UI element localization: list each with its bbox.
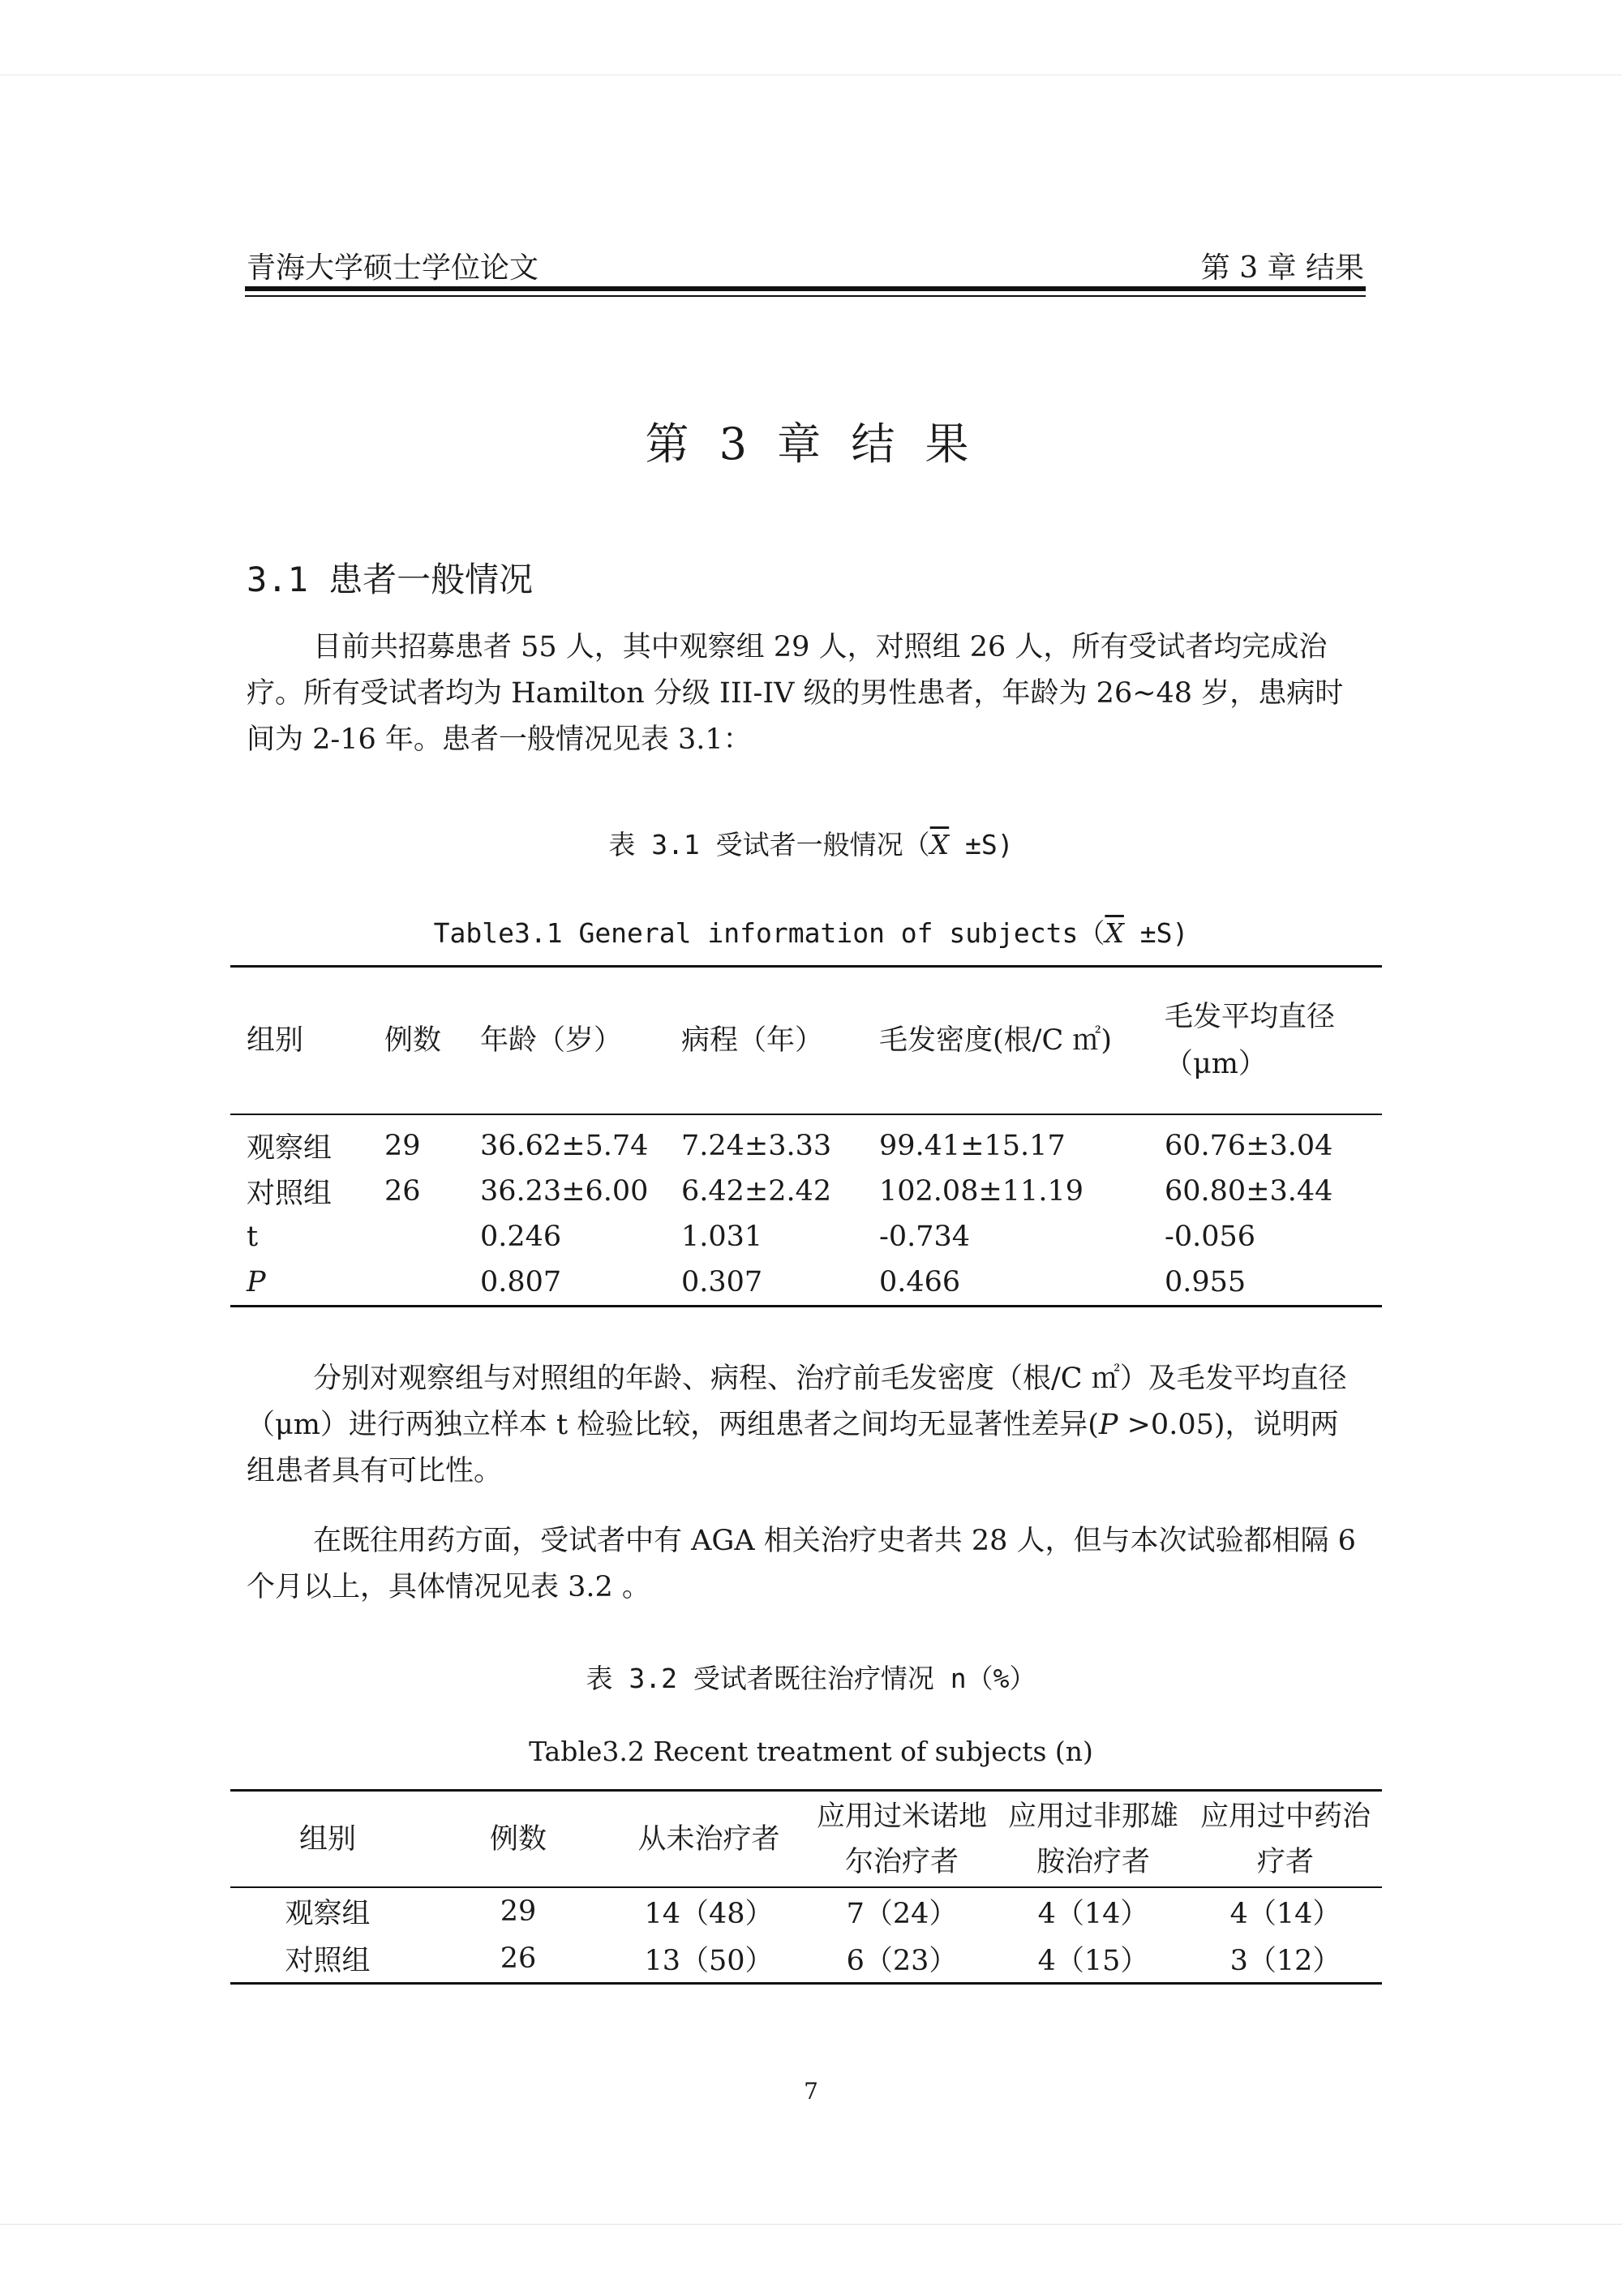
chapter-title: 第 3 章 结 果 xyxy=(645,418,977,470)
mean-symbol: $\overline{X}$ xyxy=(929,829,950,860)
table-cell: 0.955 xyxy=(1165,1266,1247,1298)
table-row xyxy=(230,1887,1382,1935)
table-cell: 6.42±2.42 xyxy=(681,1175,832,1208)
table-cell: 4（14） xyxy=(1037,1898,1149,1930)
table-general-information xyxy=(230,965,1382,1307)
paragraph-comparison-text-1: 分别对观察组与对照组的年龄、病程、治疗前毛发密度（根/C ㎡）及毛发平均直径（μm）进行两独立样本 t 检验比较，两组患者之间均无显著性差异( xyxy=(247,1363,1347,1441)
paragraph-history-text: 在既往用药方面，受试者中有 AGA 相关治疗史者共 28 人，但与本次试验都相隔 6 个月以上，具体情况见表 3.2 。 xyxy=(247,1525,1356,1603)
col-header-age: 年龄（岁） xyxy=(480,1024,623,1057)
paragraph-comparison-text-2: >0.05)，说明两组患者具有可比性。 xyxy=(247,1409,1339,1487)
paragraph-history xyxy=(247,1518,1366,1611)
table-cell: -0.734 xyxy=(879,1221,971,1253)
table-cell xyxy=(368,1214,464,1260)
table2-caption-cn: 表 3.2 受试者既往治疗情况 n（%） xyxy=(586,1663,1036,1694)
col-header-count: 例数 xyxy=(384,1024,442,1057)
table-cell: 对照组 xyxy=(285,1945,371,1977)
col-header-group: 组别 xyxy=(298,1822,356,1856)
table-cell: t xyxy=(247,1221,259,1253)
table-cell xyxy=(368,1260,464,1307)
running-header-chapter: 第 3 章 结果 xyxy=(1200,251,1364,285)
table-cell: 102.08±11.19 xyxy=(879,1175,1083,1208)
col-header-never-treated: 从未治疗者 xyxy=(637,1822,780,1856)
col-header-diameter: 毛发平均直径（μm） xyxy=(1165,1001,1336,1080)
table1-caption-en-prefix: Table3.1 General information of subjects（ xyxy=(433,917,1105,949)
paragraph-intro xyxy=(247,624,1366,763)
table1-caption-cn xyxy=(0,824,1622,862)
table-cell: -0.056 xyxy=(1165,1221,1256,1253)
table-row xyxy=(230,1169,1382,1214)
table-cell: 6（23） xyxy=(846,1945,958,1977)
table-cell: 29 xyxy=(500,1895,537,1928)
page-bottom-edge xyxy=(0,2224,1622,2225)
header-rule-thin xyxy=(245,295,1366,297)
table-cell: 0.807 xyxy=(480,1266,562,1298)
table1-caption-en xyxy=(0,912,1622,951)
col-header-finasteride: 应用过非那雄胺治疗者 xyxy=(1007,1800,1178,1878)
table-cell: P xyxy=(247,1266,266,1298)
table-row xyxy=(230,1260,1382,1307)
table-row xyxy=(230,1114,1382,1169)
table-cell: 0.307 xyxy=(681,1266,763,1298)
table-cell: 观察组 xyxy=(285,1898,371,1930)
paragraph-comparison xyxy=(247,1356,1366,1495)
table-header-row xyxy=(230,967,1382,1115)
table-header-row xyxy=(230,1791,1382,1888)
header-rule-thick xyxy=(245,286,1366,291)
table-row xyxy=(230,1935,1382,1984)
table1-caption-en-suffix: ±S) xyxy=(1123,917,1189,949)
table-cell: 60.80±3.44 xyxy=(1165,1175,1333,1208)
table-cell: 4（14） xyxy=(1229,1898,1341,1930)
table-cell: 1.031 xyxy=(681,1221,763,1253)
p-value-symbol: P xyxy=(1098,1409,1118,1441)
table1-caption-cn-prefix: 表 3.1 受试者一般情况（ xyxy=(608,829,930,860)
table-cell: 0.466 xyxy=(879,1266,961,1298)
running-header-title: 青海大学硕士学位论文 xyxy=(247,251,539,285)
table2-caption-en: Table3.2 Recent treatment of subjects (n) xyxy=(529,1736,1093,1767)
mean-symbol: $\overline{X}$ xyxy=(1105,917,1124,949)
table-cell: 0.246 xyxy=(480,1221,562,1253)
table-cell: 4（15） xyxy=(1037,1945,1149,1977)
table-cell: 7.24±3.33 xyxy=(681,1130,832,1162)
table-cell: 99.41±15.17 xyxy=(879,1130,1066,1162)
table-row xyxy=(230,1214,1382,1260)
page-number: 7 xyxy=(804,2078,818,2105)
table-cell: 26 xyxy=(500,1942,537,1975)
table-cell: 3（12） xyxy=(1229,1945,1341,1977)
col-header-group: 组别 xyxy=(247,1024,304,1057)
table-cell: 对照组 xyxy=(247,1178,333,1210)
col-header-tcm: 应用过中药治疗者 xyxy=(1199,1800,1371,1878)
table-cell: 13（50） xyxy=(644,1945,774,1977)
table-cell: 观察组 xyxy=(247,1132,333,1165)
table-cell: 36.23±6.00 xyxy=(480,1175,649,1208)
table-recent-treatment xyxy=(230,1789,1382,1985)
table-cell: 26 xyxy=(384,1175,421,1208)
table1-caption-cn-suffix: ±S) xyxy=(949,829,1014,860)
table-cell: 36.62±5.74 xyxy=(480,1130,649,1162)
table-cell: 29 xyxy=(384,1130,421,1162)
col-header-count: 例数 xyxy=(489,1822,547,1856)
table-cell: 14（48） xyxy=(644,1898,774,1930)
col-header-minoxidil: 应用过米诺地尔治疗者 xyxy=(816,1800,987,1878)
col-header-course: 病程（年） xyxy=(681,1024,824,1057)
table-cell: 7（24） xyxy=(846,1898,958,1930)
table-cell: 60.76±3.04 xyxy=(1165,1130,1333,1162)
col-header-density: 毛发密度(根/C ㎡) xyxy=(879,1024,1113,1057)
paragraph-intro-text: 目前共招募患者 55 人，其中观察组 29 人，对照组 26 人，所有受试者均完成治疗。所有受试者均为 Hamilton 分级 III-IV 级的男性患者，年龄为 26~48 岁，患病时间为 2-16 年。患者一般情况见表 3.1： xyxy=(247,631,1344,756)
section-heading: 3.1 患者一般情况 xyxy=(247,560,534,599)
